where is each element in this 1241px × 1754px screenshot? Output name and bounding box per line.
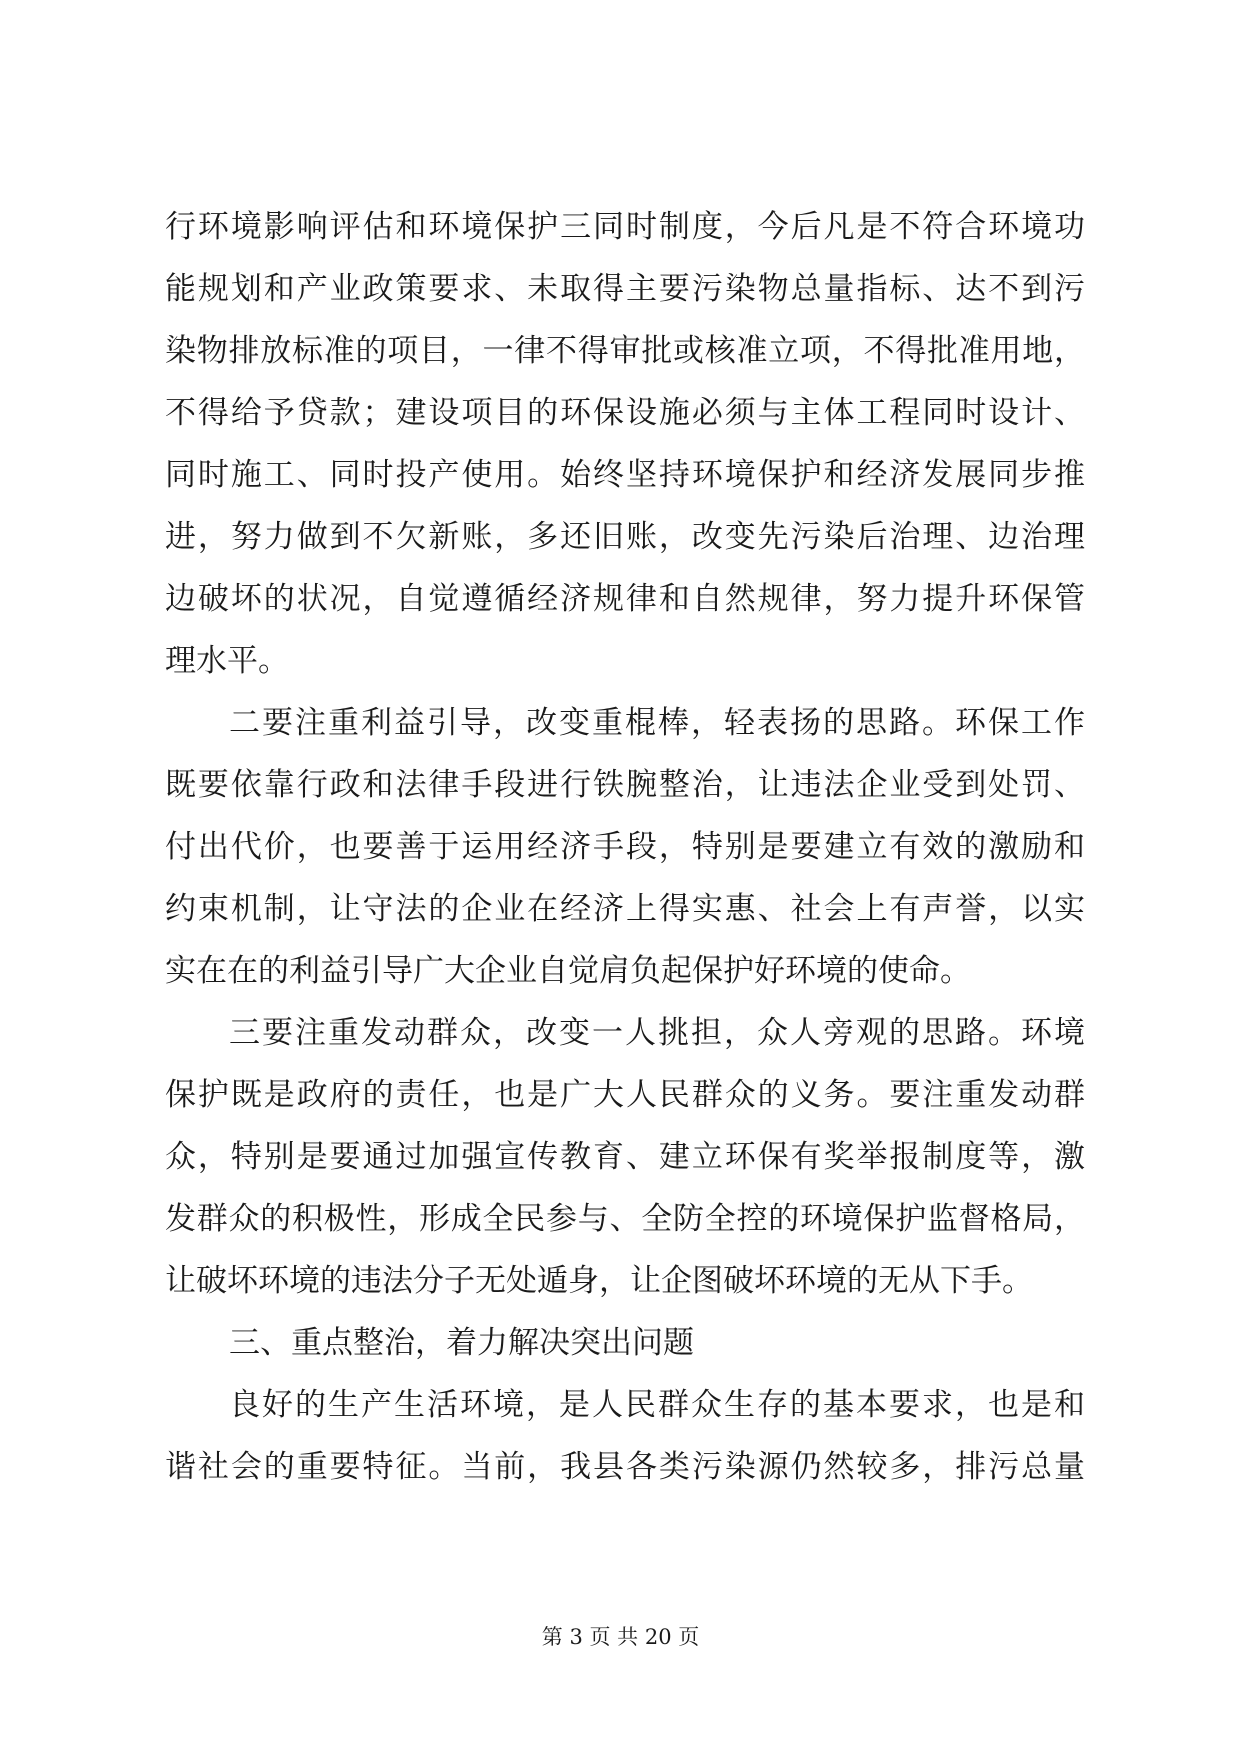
body-text-line: 付出代价，也要善于运用经济手段，特别是要建立有效的激励和: [165, 829, 1085, 865]
body-text-line: 不得给予贷款；建设项目的环保设施必须与主体工程同时设计、: [165, 395, 1085, 431]
body-text-line: 保护既是政府的责任，也是广大人民群众的义务。要注重发动群: [165, 1077, 1085, 1113]
body-text-line: 进，努力做到不欠新账，多还旧账，改变先污染后治理、边治理: [165, 519, 1085, 555]
body-text-line: 既要依靠行政和法律手段进行铁腕整治，让违法企业受到处罚、: [165, 767, 1085, 803]
body-text-line: 发群众的积极性，形成全民参与、全防全控的环境保护监督格局，: [165, 1201, 1085, 1237]
body-text-line: 能规划和产业政策要求、未取得主要污染物总量指标、达不到污: [165, 271, 1085, 307]
paragraph-first-line: 良好的生产生活环境，是人民群众生存的基本要求，也是和: [229, 1387, 1085, 1423]
paragraph-first-line: 三要注重发动群众，改变一人挑担，众人旁观的思路。环境: [229, 1015, 1085, 1051]
body-text-line: 让破坏环境的违法分子无处遁身，让企图破坏环境的无从下手。: [165, 1263, 1033, 1299]
body-text-line: 理水平。: [165, 643, 289, 679]
body-text-line: 边破坏的状况，自觉遵循经济规律和自然规律，努力提升环保管: [165, 581, 1085, 617]
paragraph-first-line: 二要注重利益引导，改变重棍棒，轻表扬的思路。环保工作: [229, 705, 1085, 741]
body-text-line: 实在在的利益引导广大企业自觉肩负起保护好环境的使命。: [165, 953, 971, 989]
body-text-line: 谐社会的重要特征。当前，我县各类污染源仍然较多，排污总量: [165, 1449, 1085, 1485]
body-text-line: 众，特别是要通过加强宣传教育、建立环保有奖举报制度等，激: [165, 1139, 1085, 1175]
body-text-line: 染物排放标准的项目，一律不得审批或核准立项，不得批准用地，: [165, 333, 1085, 369]
body-text-line: 同时施工、同时投产使用。始终坚持环境保护和经济发展同步推: [165, 457, 1085, 493]
body-text-line: 约束机制，让守法的企业在经济上得实惠、社会上有声誉，以实: [165, 891, 1085, 927]
page-number-footer: 第 3 页 共 20 页: [541, 1625, 700, 1649]
section-heading: 三、重点整治，着力解决突出问题: [229, 1325, 694, 1361]
body-text-line: 行环境影响评估和环境保护三同时制度，今后凡是不符合环境功: [165, 209, 1085, 245]
